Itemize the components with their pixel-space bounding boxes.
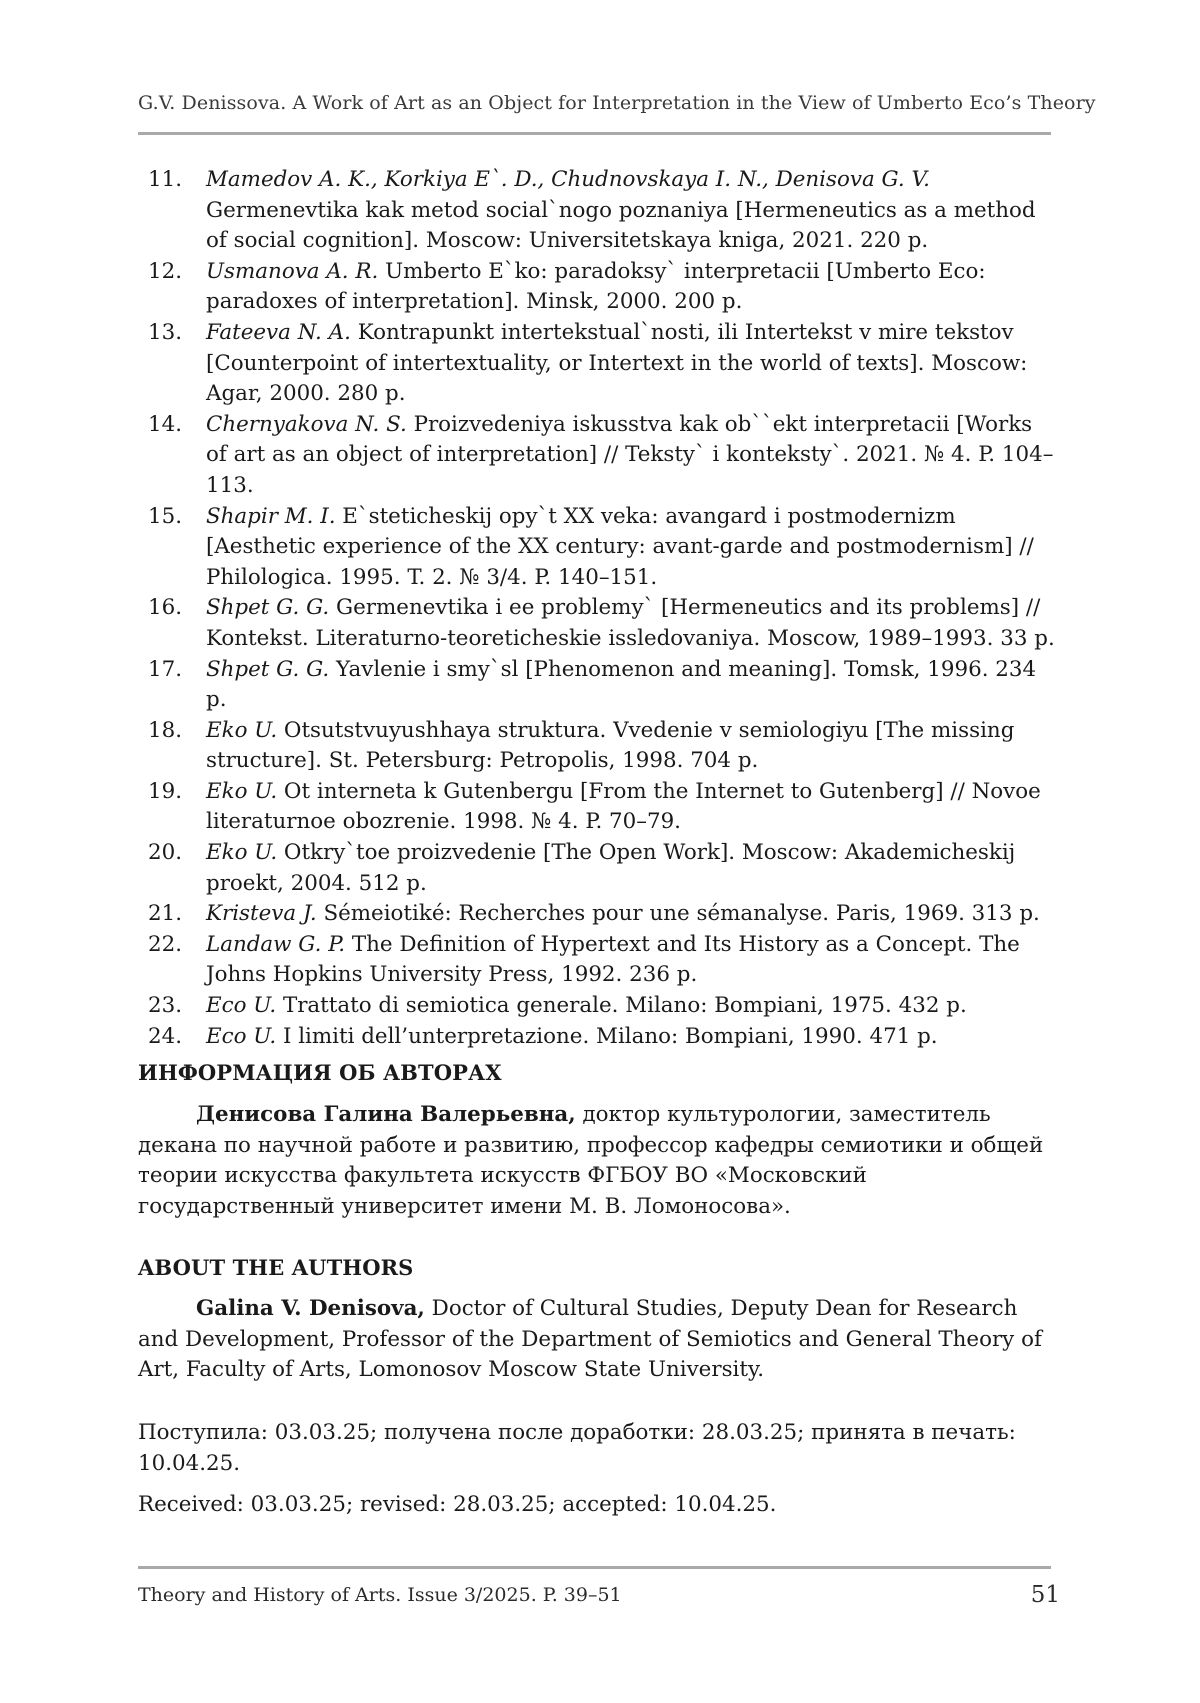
reference-item bbox=[138, 777, 1055, 838]
reference-authors: Eko U. bbox=[206, 717, 278, 743]
author-bio-text-en: Doctor of Cultural Studies, Deputy Dean for Research and Development, Professor of the Department of Semiotics and General Theory of Art, Faculty of Arts, Lomonosov Moscow State University. bbox=[138, 1296, 1042, 1383]
reference-text: Ot interneta k Gutenbergu [From the Internet to Gutenberg] // Novoe literaturnoe obozrenie. 1998. № 4. P. 70–79. bbox=[206, 778, 1041, 835]
reference-number: 13. bbox=[148, 319, 183, 345]
reference-list bbox=[138, 165, 1055, 1052]
reference-text: Kontrapunkt intertekstual`nosti, ili Intertekst v mire tekstov [Counterpoint of intertextuality, or Intertext in the world of texts]. Moscow: Agar, 2000. 280 p. bbox=[206, 319, 1028, 407]
reference-number: 23. bbox=[148, 993, 183, 1019]
author-bio-text-ru: доктор культурологии, заместитель декана по научной работе и развитию, профессор кафедры семиотики и общей теории искусства факультета искусств ФГБОУ ВО «Московский государственный университет имени М. В. Ломоносова». bbox=[138, 1102, 1044, 1219]
reference-number: 11. bbox=[148, 167, 183, 192]
reference-text: Germenevtika i ee problemy` [Hermeneutics and its problems] // Kontekst. Literaturno-teoreticheskie issledovaniya. Moscow, 1989–1993. 33 p. bbox=[206, 595, 1055, 651]
author-bio-en bbox=[138, 1294, 1055, 1386]
reference-text: The Definition of Hypertext and Its History as a Concept. The Johns Hopkins University Press, 1992. 236 p. bbox=[206, 931, 1020, 988]
reference-item bbox=[138, 899, 1055, 930]
reference-text: I limiti dell’unterpretazione. Milano: Bompiani, 1990. 471 p. bbox=[276, 1023, 938, 1049]
reference-number: 16. bbox=[148, 595, 183, 621]
reference-authors: Landaw G. P. bbox=[206, 931, 346, 957]
reference-item bbox=[138, 1022, 1055, 1053]
reference-text: Umberto E`ko: paradoksy` interpretacii [Umberto Eco: paradoxes of interpretation]. Minsk, 2000. 200 p. bbox=[206, 258, 986, 315]
header-rule bbox=[138, 132, 1051, 135]
journal-citation: Theory and History of Arts. Issue 3/2025. P. 39–51 bbox=[138, 1584, 622, 1606]
reference-item bbox=[138, 991, 1055, 1022]
reference-text: Sémeiotiké: Recherches pour une sémanalyse. Paris, 1969. 313 p. bbox=[316, 901, 1040, 927]
reference-item bbox=[138, 318, 1055, 410]
authors-info-heading-ru: ИНФОРМАЦИЯ ОБ АВТОРАХ bbox=[138, 1060, 502, 1085]
reference-authors: Eko U. bbox=[206, 778, 278, 804]
reference-item bbox=[138, 502, 1055, 594]
reference-authors: Eco U. bbox=[206, 1023, 277, 1049]
reference-text: Otsutstvuyushhaya struktura. Vvedenie v semiologiyu [The missing structure]. St. Petersburg: Petropolis, 1998. 704 p. bbox=[206, 717, 1015, 774]
reference-number: 12. bbox=[148, 258, 183, 284]
reference-number: 14. bbox=[148, 411, 183, 437]
running-head: G.V. Denissova. A Work of Art as an Object for Interpretation in the View of Umberto Eco’s Theory bbox=[138, 92, 1096, 114]
authors-info-heading-en: ABOUT THE AUTHORS bbox=[138, 1255, 414, 1280]
reference-number: 24. bbox=[148, 1023, 183, 1049]
submission-dates-ru: Поступила: 03.03.25; получена после доработки: 28.03.25; принята в печать: 10.04.25. bbox=[138, 1420, 1016, 1476]
reference-number: 21. bbox=[148, 901, 183, 927]
reference-number: 22. bbox=[148, 931, 183, 957]
reference-authors: Shapir M. I. bbox=[206, 503, 336, 529]
reference-item bbox=[138, 716, 1055, 777]
reference-authors: Fateeva N. A. bbox=[206, 319, 351, 345]
reference-item bbox=[138, 838, 1055, 899]
reference-text: Yavlenie i smy`sl [Phenomenon and meaning]. Tomsk, 1996. 234 p. bbox=[206, 656, 1037, 713]
reference-text: Germenevtika kak metod social`nogo poznaniya [Hermeneutics as a method of social cognition]. Moscow: Universitetskaya kniga, 2021. 220 p. bbox=[206, 197, 1036, 254]
reference-item bbox=[138, 410, 1055, 502]
reference-number: 19. bbox=[148, 778, 183, 804]
footer-rule bbox=[138, 1566, 1051, 1569]
reference-text: Otkry`toe proizvedenie [The Open Work]. Moscow: Akademicheskij proekt, 2004. 512 p. bbox=[206, 840, 1016, 896]
reference-authors: Usmanova A. R. bbox=[206, 258, 379, 284]
reference-item bbox=[138, 165, 1055, 257]
reference-number: 15. bbox=[148, 503, 183, 529]
reference-text: Trattato di semiotica generale. Milano: Bompiani, 1975. 432 p. bbox=[276, 993, 967, 1019]
author-bio-ru bbox=[138, 1100, 1055, 1222]
reference-number: 20. bbox=[148, 840, 183, 866]
reference-number: 18. bbox=[148, 717, 183, 743]
reference-authors: Eko U. bbox=[206, 840, 278, 866]
reference-item bbox=[138, 257, 1055, 318]
reference-authors: Kristeva J. bbox=[206, 901, 317, 927]
reference-text: E`steticheskij opy`t XX veka: avangard i postmodernizm [Aesthetic experience of the XX century: avant-garde and postmodernism] // Philologica. 1995. T. 2. № 3/4. P. 140–151. bbox=[206, 503, 1034, 590]
reference-authors: Mamedov A. K., Korkiya E`. D., Chudnovskaya I. N., Denisova G. V. bbox=[206, 167, 930, 192]
reference-number: 17. bbox=[148, 656, 183, 682]
author-name-en: Galina V. Denisova, bbox=[196, 1296, 425, 1321]
reference-text: Proizvedeniya iskusstva kak ob``ekt interpretacii [Works of art as an object of interpretation] // Teksty` i konteksty`. 2021. № 4. P. 104–113. bbox=[206, 411, 1054, 498]
reference-item bbox=[138, 593, 1055, 654]
reference-item bbox=[138, 655, 1055, 716]
page-number: 51 bbox=[1030, 1582, 1060, 1608]
reference-authors: Eco U. bbox=[206, 993, 277, 1019]
submission-dates-en: Received: 03.03.25; revised: 28.03.25; accepted: 10.04.25. bbox=[138, 1492, 777, 1517]
reference-authors: Shpet G. G. bbox=[206, 656, 330, 682]
author-name-ru: Денисова Галина Валерьевна, bbox=[196, 1102, 576, 1127]
reference-item bbox=[138, 930, 1055, 991]
reference-authors: Chernyakova N. S. bbox=[206, 411, 407, 437]
reference-authors: Shpet G. G. bbox=[206, 595, 330, 621]
